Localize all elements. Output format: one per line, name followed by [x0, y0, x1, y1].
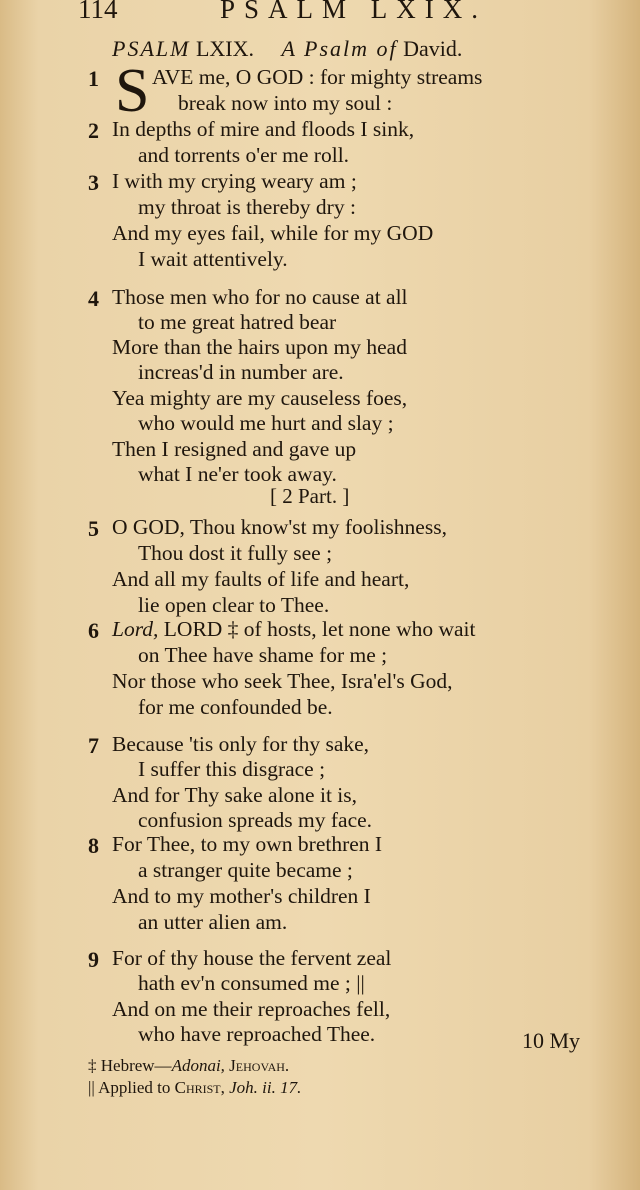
part-marker: [ 2 Part. ]	[270, 484, 350, 508]
verse-line: Nor those who seek Thee, Isra'el's God,	[112, 669, 453, 693]
verse-line: More than the hairs upon my head	[112, 335, 407, 359]
verse-line: And all my faults of life and heart,	[112, 567, 410, 591]
verse-number: 4	[88, 286, 99, 311]
footnote	[88, 1056, 289, 1076]
catchword: 10 My	[522, 1028, 581, 1053]
verse-line: and torrents o'er me roll.	[138, 143, 350, 167]
verse-number: 6	[88, 618, 99, 643]
running-title: PSALM LXIX.	[220, 0, 488, 24]
verse-line: to me great hatred bear	[138, 310, 337, 334]
verse-line: For of thy house the fervent zeal	[112, 946, 392, 970]
footnote-text: Hebrew—	[100, 1056, 172, 1075]
verse-number: 5	[88, 516, 99, 541]
verse-line: what I ne'er took away.	[138, 462, 337, 486]
verse-line: And my eyes fail, while for my GOD	[112, 221, 434, 245]
verse-line: And for Thy sake alone it is,	[112, 783, 358, 807]
lord-italic: Lord,	[112, 617, 159, 641]
verse-line: I suffer this disgrace ;	[138, 757, 326, 781]
footnote-mark: ‡	[88, 1056, 97, 1075]
verse-line: who have reproached Thee.	[138, 1022, 376, 1046]
footnote-smallcaps: Christ,	[174, 1078, 225, 1097]
heading-psalm: PSALM	[112, 36, 191, 61]
verse-number: 3	[88, 170, 99, 195]
footnote-text: Applied to	[98, 1078, 171, 1097]
verse-line: In depths of mire and floods I sink,	[112, 117, 415, 141]
verse-number: 1	[88, 66, 99, 91]
verse-number: 2	[88, 118, 99, 143]
verse-line: I with my crying weary am ;	[112, 169, 357, 193]
verse-line: AVE me, O GOD : for mighty streams	[152, 65, 483, 89]
verse-line: an utter alien am.	[138, 910, 288, 934]
footnote-smallcaps: Jehovah.	[229, 1056, 290, 1075]
verse-line: Those men who for no cause at all	[112, 285, 408, 309]
verse-line: For Thee, to my own brethren I	[112, 832, 383, 856]
verse-line: confusion spreads my face.	[138, 808, 373, 832]
verse-line: hath ev'n consumed me ; ||	[138, 971, 365, 995]
verse-line: break now into my soul :	[178, 91, 393, 115]
verse-line: my throat is thereby dry :	[138, 195, 356, 219]
verse-line: I wait attentively.	[138, 247, 288, 271]
psalm-heading	[112, 36, 462, 62]
verse-line: lie open clear to Thee.	[138, 593, 330, 617]
verse-line: Yea mighty are my causeless foes,	[112, 386, 408, 410]
verse-number: 9	[88, 947, 99, 972]
verse-number: 8	[88, 833, 99, 858]
verse-line: And on me their reproaches fell,	[112, 997, 391, 1021]
footnote-italic: Joh. ii. 17.	[229, 1078, 302, 1097]
verse-line: on Thee have shame for me ;	[138, 643, 388, 667]
page-number: 114	[78, 0, 118, 24]
verse-line: who would me hurt and slay ;	[138, 411, 394, 435]
verse-line: for me confounded be.	[138, 695, 333, 719]
verse-number: 7	[88, 733, 99, 758]
heading-author: David.	[403, 36, 463, 61]
verse-line: And to my mother's children I	[112, 884, 371, 908]
verse-line: Because 'tis only for thy sake,	[112, 732, 370, 756]
heading-numeral: LXIX.	[195, 36, 254, 61]
verse-line: O GOD, Thou know'st my foolishness,	[112, 515, 447, 539]
heading-subtitle: A Psalm of	[281, 36, 398, 61]
footnote	[88, 1078, 301, 1098]
verse-line: Then I resigned and gave up	[112, 437, 357, 461]
verse-line: increas'd in number are.	[138, 360, 344, 384]
running-head	[78, 0, 620, 28]
verse-line	[112, 616, 476, 642]
drop-cap: S	[115, 57, 150, 125]
footnote-italic: Adonai,	[171, 1056, 225, 1075]
verse-line-text: LORD ‡ of hosts, let none who wait	[163, 617, 476, 641]
verse-line: a stranger quite became ;	[138, 858, 353, 882]
verse-line: Thou dost it fully see ;	[138, 541, 333, 565]
footnote-mark: ||	[88, 1078, 95, 1097]
